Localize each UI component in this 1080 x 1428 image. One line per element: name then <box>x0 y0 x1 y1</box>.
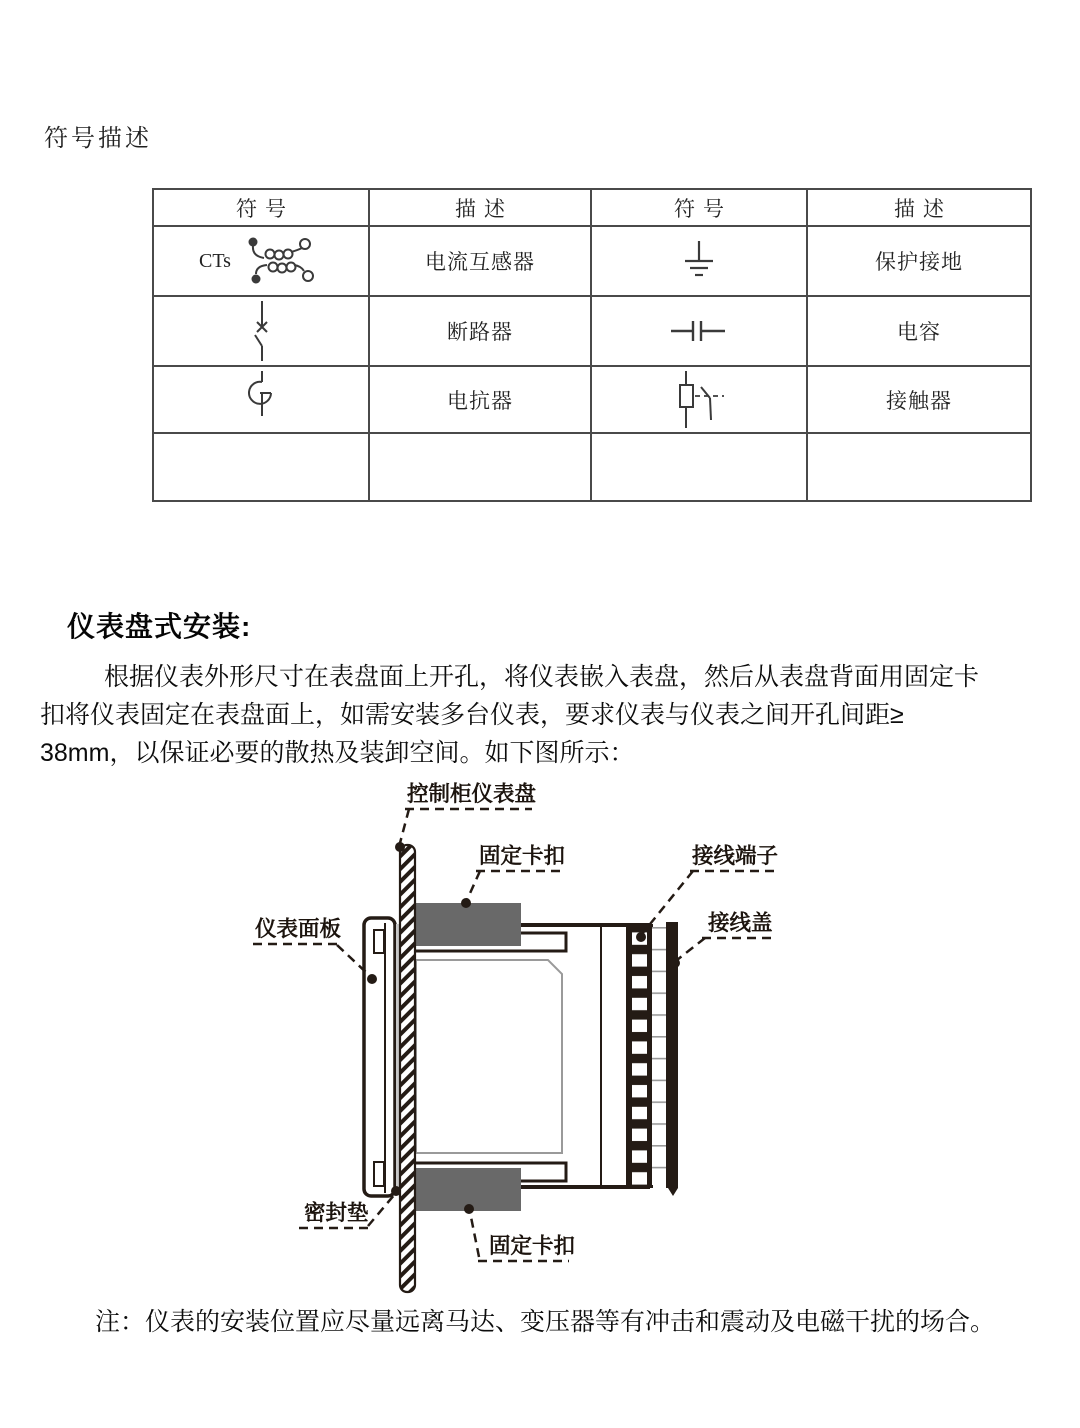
front-bezel <box>364 918 395 1196</box>
symbol-table <box>152 188 1032 502</box>
note-text: 注：仪表的安装位置应尽量远离马达、变压器等有冲击和震动及电磁干扰的场合。 <box>95 1308 996 1336</box>
table-header-symbol-2: 符号 <box>591 189 807 226</box>
paragraph-line: 扣将仪表固定在表盘面上，如需安装多台仪表，要求仪表与仪表之间开孔间距≥ <box>40 701 904 729</box>
label-gasket: 密封垫 <box>304 1201 369 1225</box>
label-fixing-clip-bottom: 固定卡扣 <box>489 1234 576 1258</box>
symbol-desc: 接触器 <box>807 366 1031 433</box>
symbol-desc: 电抗器 <box>369 366 591 433</box>
symbol-desc: 断路器 <box>369 296 591 366</box>
table-header-symbol-1: 符号 <box>153 189 369 226</box>
symbol-cell <box>591 433 807 501</box>
install-paragraph <box>40 658 1052 772</box>
symbol-desc: 电流互感器 <box>369 226 591 296</box>
label-cabinet-panel: 控制柜仪表盘 <box>407 782 537 806</box>
symbol-cell <box>153 296 369 366</box>
capacitor-icon <box>667 314 731 348</box>
table-row <box>153 366 1031 433</box>
ct-label: CTs <box>199 249 231 272</box>
fixing-clip-top <box>413 903 521 946</box>
table-header-row <box>153 189 1031 226</box>
section-heading: 仪表盘式安装: <box>67 611 252 642</box>
current-transformer-icon <box>239 232 323 290</box>
symbol-cell <box>591 226 807 296</box>
label-front-panel: 仪表面板 <box>255 917 342 941</box>
cabinet-panel-bar <box>400 845 415 1292</box>
symbol-cell <box>153 226 369 296</box>
label-terminal: 接线端子 <box>692 844 779 868</box>
symbol-cell <box>153 433 369 501</box>
display-window <box>416 960 562 1153</box>
symbol-cell <box>153 366 369 433</box>
table-row <box>153 226 1031 296</box>
reactor-icon <box>236 369 286 431</box>
table-header-desc-1: 描述 <box>369 189 591 226</box>
table-header-desc-2: 描述 <box>807 189 1031 226</box>
symbol-desc: 电容 <box>807 296 1031 366</box>
label-terminal-cover: 接线盖 <box>708 911 773 935</box>
meter-case <box>408 925 650 1187</box>
symbol-desc: 保护接地 <box>807 226 1031 296</box>
contactor-icon <box>666 368 732 432</box>
label-fixing-clip-top: 固定卡扣 <box>479 844 566 868</box>
symbol-cell <box>591 366 807 433</box>
circuit-breaker-icon <box>239 299 283 363</box>
paragraph-line: 38mm，以保证必要的散热及装卸空间。如下图所示： <box>40 739 635 767</box>
installation-diagram <box>0 770 1080 1310</box>
symbol-desc <box>369 433 591 501</box>
protective-earth-icon <box>674 237 724 285</box>
table-row <box>153 296 1031 366</box>
page-title: 符号描述 <box>44 126 152 152</box>
table-row-empty <box>153 433 1031 501</box>
symbol-desc <box>807 433 1031 501</box>
paragraph-line: 根据仪表外形尺寸在表盘面上开孔，将仪表嵌入表盘，然后从表盘背面用固定卡 <box>104 663 980 691</box>
symbol-cell <box>591 296 807 366</box>
